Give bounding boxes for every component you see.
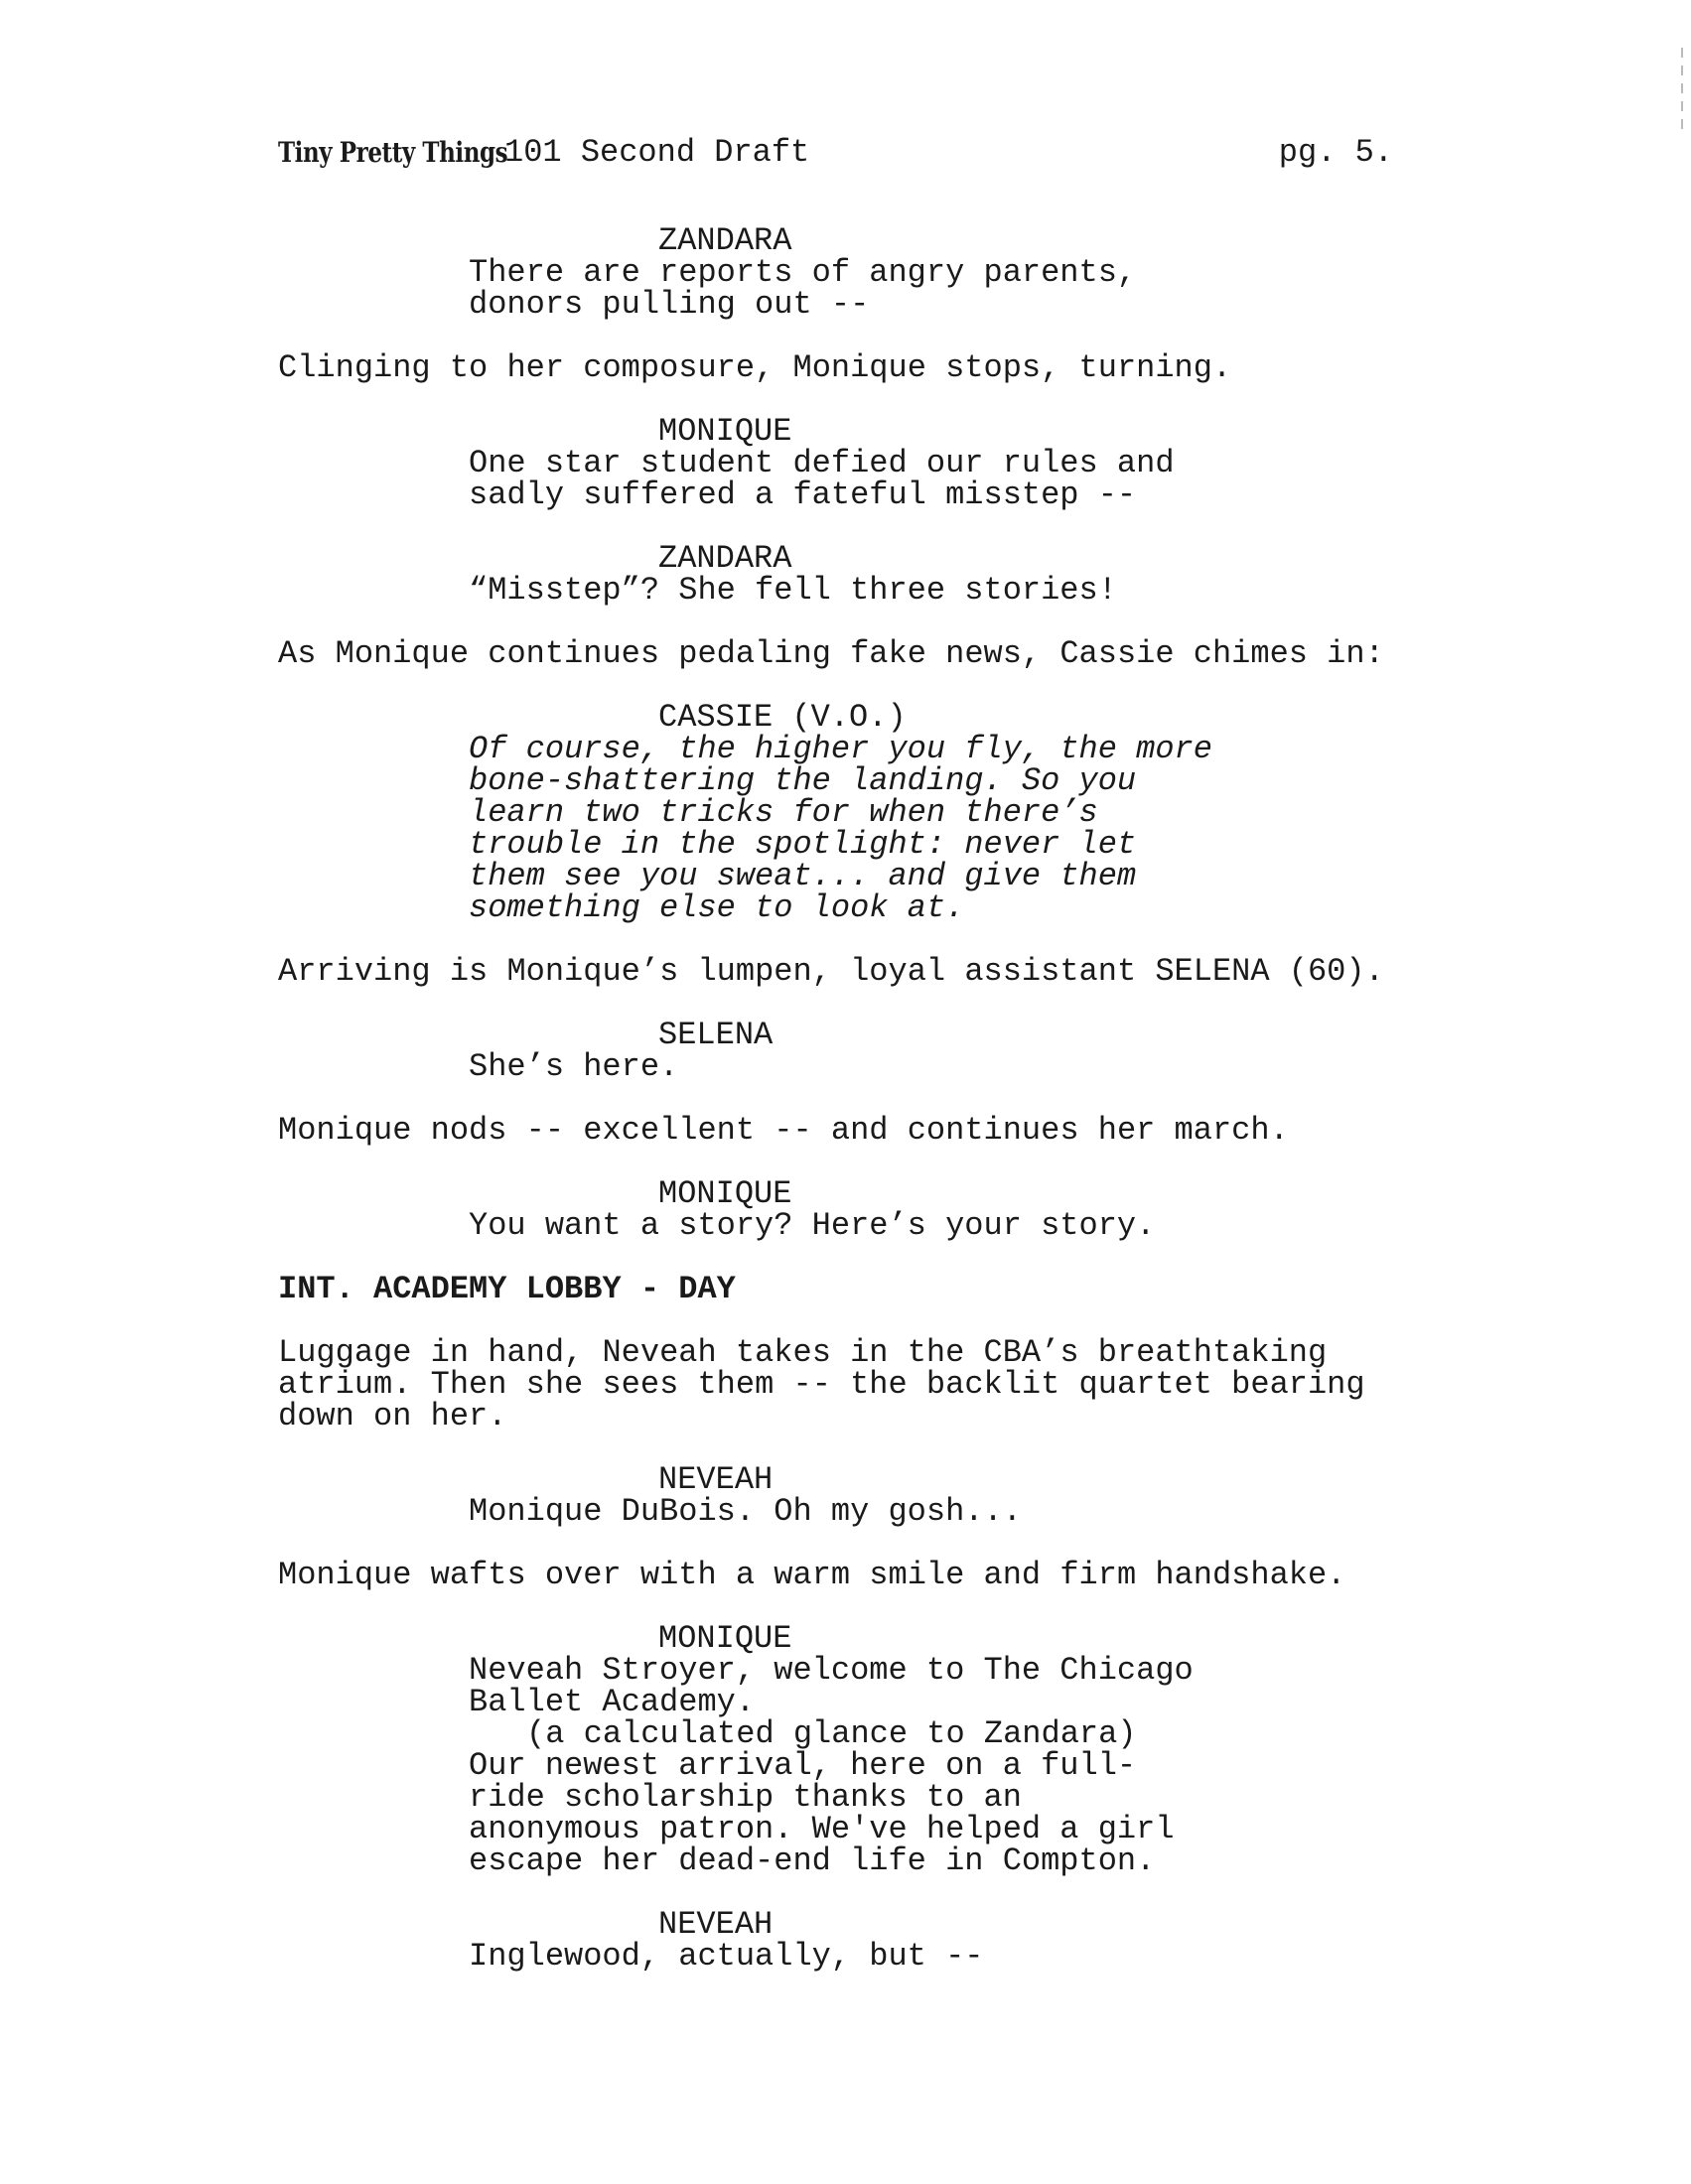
voiceover-dialogue-line: them see you sweat... and give them [469, 858, 1137, 894]
character-cue: ZANDARA [658, 222, 792, 259]
line-gap [278, 1528, 1410, 1560]
line-gap [278, 1305, 1410, 1337]
voiceover-dialogue-line: trouble in the spotlight: never let [469, 826, 1137, 863]
character-cue: MONIQUE [658, 1175, 792, 1212]
dialogue-line: Inglewood, actually, but -- [469, 1938, 984, 1975]
line-gap [278, 607, 1410, 638]
character-cue: ZANDARA [658, 540, 792, 577]
show-title-logo: Tiny Pretty Things [278, 136, 508, 169]
action-line: Clinging to her composure, Monique stops, turning. [278, 349, 1232, 386]
line-gap [278, 1083, 1410, 1115]
action-line: As Monique continues pedaling fake news, Cassie chimes in: [278, 635, 1384, 672]
scan-mark [1681, 83, 1683, 93]
dialogue-line: You want a story? Here’s your story. [469, 1207, 1156, 1244]
dialogue-line: One star student defied our rules and [469, 445, 1175, 481]
dialogue-line: “Misstep”? She fell three stories! [469, 572, 1117, 609]
character-cue: NEVEAH [658, 1906, 774, 1943]
character-cue: NEVEAH [658, 1461, 774, 1498]
action-line: Arriving is Monique’s lumpen, loyal assistant SELENA (60). [278, 953, 1384, 990]
line-gap [278, 1147, 1410, 1178]
action-line: Luggage in hand, Neveah takes in the CBA’s breathtaking [278, 1334, 1328, 1371]
dialogue-line: ride scholarship thanks to an [469, 1779, 1022, 1816]
scan-mark [1681, 48, 1683, 58]
scan-mark [1681, 119, 1683, 129]
draft-label: 101 Second Draft [504, 134, 810, 171]
scene-heading: INT. ACADEMY LOBBY - DAY [278, 1271, 736, 1307]
parenthetical: (a calculated glance to Zandara) [526, 1715, 1137, 1752]
dialogue-line: She’s here. [469, 1048, 679, 1085]
dialogue-line: escape her dead-end life in Compton. [469, 1843, 1156, 1879]
line-gap [278, 670, 1410, 702]
voiceover-dialogue-line: learn two tricks for when there’s [469, 794, 1098, 831]
line-gap [278, 1242, 1410, 1274]
character-cue: MONIQUE [658, 413, 792, 450]
dialogue-line: anonymous patron. We've helped a girl [469, 1811, 1175, 1847]
page-number: pg. 5. [1278, 134, 1393, 171]
line-gap [278, 1877, 1410, 1909]
character-cue: MONIQUE [658, 1620, 792, 1657]
action-line: down on her. [278, 1398, 507, 1434]
action-line: Monique wafts over with a warm smile and firm handshake. [278, 1557, 1346, 1593]
voiceover-dialogue-line: Of course, the higher you fly, the more [469, 731, 1212, 767]
script-body [278, 222, 1410, 1975]
action-line: atrium. Then she sees them -- the backlit quartet bearing [278, 1366, 1365, 1403]
action-line: Monique nods -- excellent -- and continues her march. [278, 1112, 1289, 1149]
scan-mark [1681, 101, 1683, 111]
line-gap [278, 988, 1410, 1020]
dialogue-line: Monique DuBois. Oh my gosh... [469, 1493, 1022, 1530]
line-gap [278, 1591, 1410, 1623]
dialogue-line: Our newest arrival, here on a full- [469, 1747, 1137, 1784]
line-gap [278, 924, 1410, 956]
line-gap [278, 511, 1410, 543]
dialogue-line: Ballet Academy. [469, 1684, 756, 1720]
scan-artifact-marks [1681, 40, 1687, 199]
line-gap [278, 321, 1410, 352]
voiceover-dialogue-line: something else to look at. [469, 889, 965, 926]
character-cue: CASSIE (V.O.) [658, 699, 907, 736]
character-cue: SELENA [658, 1017, 774, 1053]
dialogue-line: Neveah Stroyer, welcome to The Chicago [469, 1652, 1194, 1689]
dialogue-line: There are reports of angry parents, [469, 254, 1137, 291]
page-header [278, 134, 1393, 177]
voiceover-dialogue-line: bone-shattering the landing. So you [469, 762, 1137, 799]
line-gap [278, 1433, 1410, 1464]
line-gap [278, 384, 1410, 416]
dialogue-line: donors pulling out -- [469, 286, 870, 323]
dialogue-line: sadly suffered a fateful misstep -- [469, 477, 1137, 513]
scan-mark [1681, 66, 1683, 75]
